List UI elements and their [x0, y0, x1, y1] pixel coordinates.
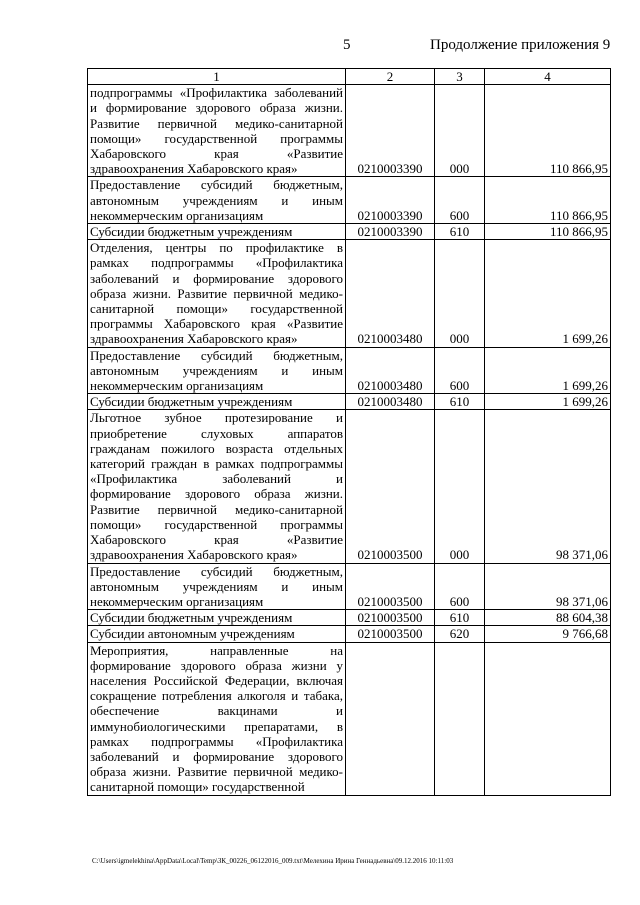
row-amount: 110 866,95 [485, 177, 611, 224]
table-row [88, 177, 611, 224]
row-amount: 98 371,06 [485, 410, 611, 563]
row-amount: 98 371,06 [485, 563, 611, 610]
column-number: 3 [435, 69, 485, 85]
table-row [88, 240, 611, 347]
table-row [88, 626, 611, 642]
row-expense-type: 000 [435, 240, 485, 347]
table-row [88, 563, 611, 610]
row-code: 0210003390 [346, 224, 435, 240]
row-expense-type: 000 [435, 85, 485, 177]
row-code: 0210003480 [346, 240, 435, 347]
row-code: 0210003390 [346, 85, 435, 177]
budget-table [87, 68, 611, 796]
row-code: 0210003480 [346, 347, 435, 394]
table-row [88, 224, 611, 240]
table-row [88, 642, 611, 795]
row-expense-type: 620 [435, 626, 485, 642]
row-expense-type: 610 [435, 394, 485, 410]
row-amount: 1 699,26 [485, 347, 611, 394]
row-description: Субсидии бюджетным учреждениям [88, 394, 346, 410]
row-expense-type: 600 [435, 563, 485, 610]
row-description: Мероприятия, направленные на формирование здорового образа жизни у населения Российской Федерации, включая сокращение потребления алкоголя и табака, обеспечение вакцинами и иммунобиологическими препаратами, в рамках подпрограммы «Профилактика заболеваний и формирование здорового образа жизни. Развитие первичной медико-санитарной помощи» государственной [88, 642, 346, 795]
row-code: 0210003480 [346, 394, 435, 410]
row-amount: 88 604,38 [485, 610, 611, 626]
row-amount: 9 766,68 [485, 626, 611, 642]
row-code: 0210003390 [346, 177, 435, 224]
column-number-row [88, 69, 611, 85]
row-description: Предоставление субсидий бюджетным, автономным учреждениям и иным некоммерческим организациям [88, 177, 346, 224]
row-code [346, 642, 435, 795]
row-code: 0210003500 [346, 563, 435, 610]
continuation-title: Продолжение приложения 9 [430, 37, 611, 53]
table-row [88, 347, 611, 394]
row-expense-type: 610 [435, 224, 485, 240]
row-description: Субсидии бюджетным учреждениям [88, 224, 346, 240]
row-amount: 1 699,26 [485, 394, 611, 410]
row-description: подпрограммы «Профилактика заболеваний и формирование здорового образа жизни. Развитие первичной медико-санитарной помощи» государственной программы Хабаровского края «Развитие здравоохранения Хабаровского края» [88, 85, 346, 177]
row-description: Льготное зубное протезирование и приобретение слуховых аппаратов гражданам пожилого возраста отдельных категорий граждан в рамках подпрограммы «Профилактика заболеваний и формирование здорового образа жизни. Развитие первичной медико-санитарной помощи» государственной программы Хабаровского края «Развитие здравоохранения Хабаровского края» [88, 410, 346, 563]
row-expense-type [435, 642, 485, 795]
table-row [88, 394, 611, 410]
row-expense-type: 600 [435, 177, 485, 224]
table-row [88, 85, 611, 177]
page-number: 5 [343, 37, 351, 53]
table-row [88, 410, 611, 563]
row-expense-type: 000 [435, 410, 485, 563]
row-description: Субсидии бюджетным учреждениям [88, 610, 346, 626]
row-amount [485, 642, 611, 795]
row-expense-type: 610 [435, 610, 485, 626]
row-amount: 1 699,26 [485, 240, 611, 347]
file-path-footer: C:\Users\igmelekhina\AppData\Local\Temp\ЗК_00226_06122016_009.txt\Мелехина Ирина Геннадьевна\09.12.2016 10:11:03 [92, 857, 454, 865]
row-code: 0210003500 [346, 410, 435, 563]
table-row [88, 610, 611, 626]
row-code: 0210003500 [346, 610, 435, 626]
column-number: 1 [88, 69, 346, 85]
row-expense-type: 600 [435, 347, 485, 394]
column-number: 2 [346, 69, 435, 85]
row-amount: 110 866,95 [485, 85, 611, 177]
row-description: Субсидии автономным учреждениям [88, 626, 346, 642]
row-code: 0210003500 [346, 626, 435, 642]
row-description: Предоставление субсидий бюджетным, автономным учреждениям и иным некоммерческим организациям [88, 347, 346, 394]
row-description: Отделения, центры по профилактике в рамках подпрограммы «Профилактика заболеваний и формирование здорового образа жизни. Развитие первичной медико-санитарной помощи» государственной программы Хабаровского края «Развитие здравоохранения Хабаровского края» [88, 240, 346, 347]
row-description: Предоставление субсидий бюджетным, автономным учреждениям и иным некоммерческим организациям [88, 563, 346, 610]
column-number: 4 [485, 69, 611, 85]
row-amount: 110 866,95 [485, 224, 611, 240]
